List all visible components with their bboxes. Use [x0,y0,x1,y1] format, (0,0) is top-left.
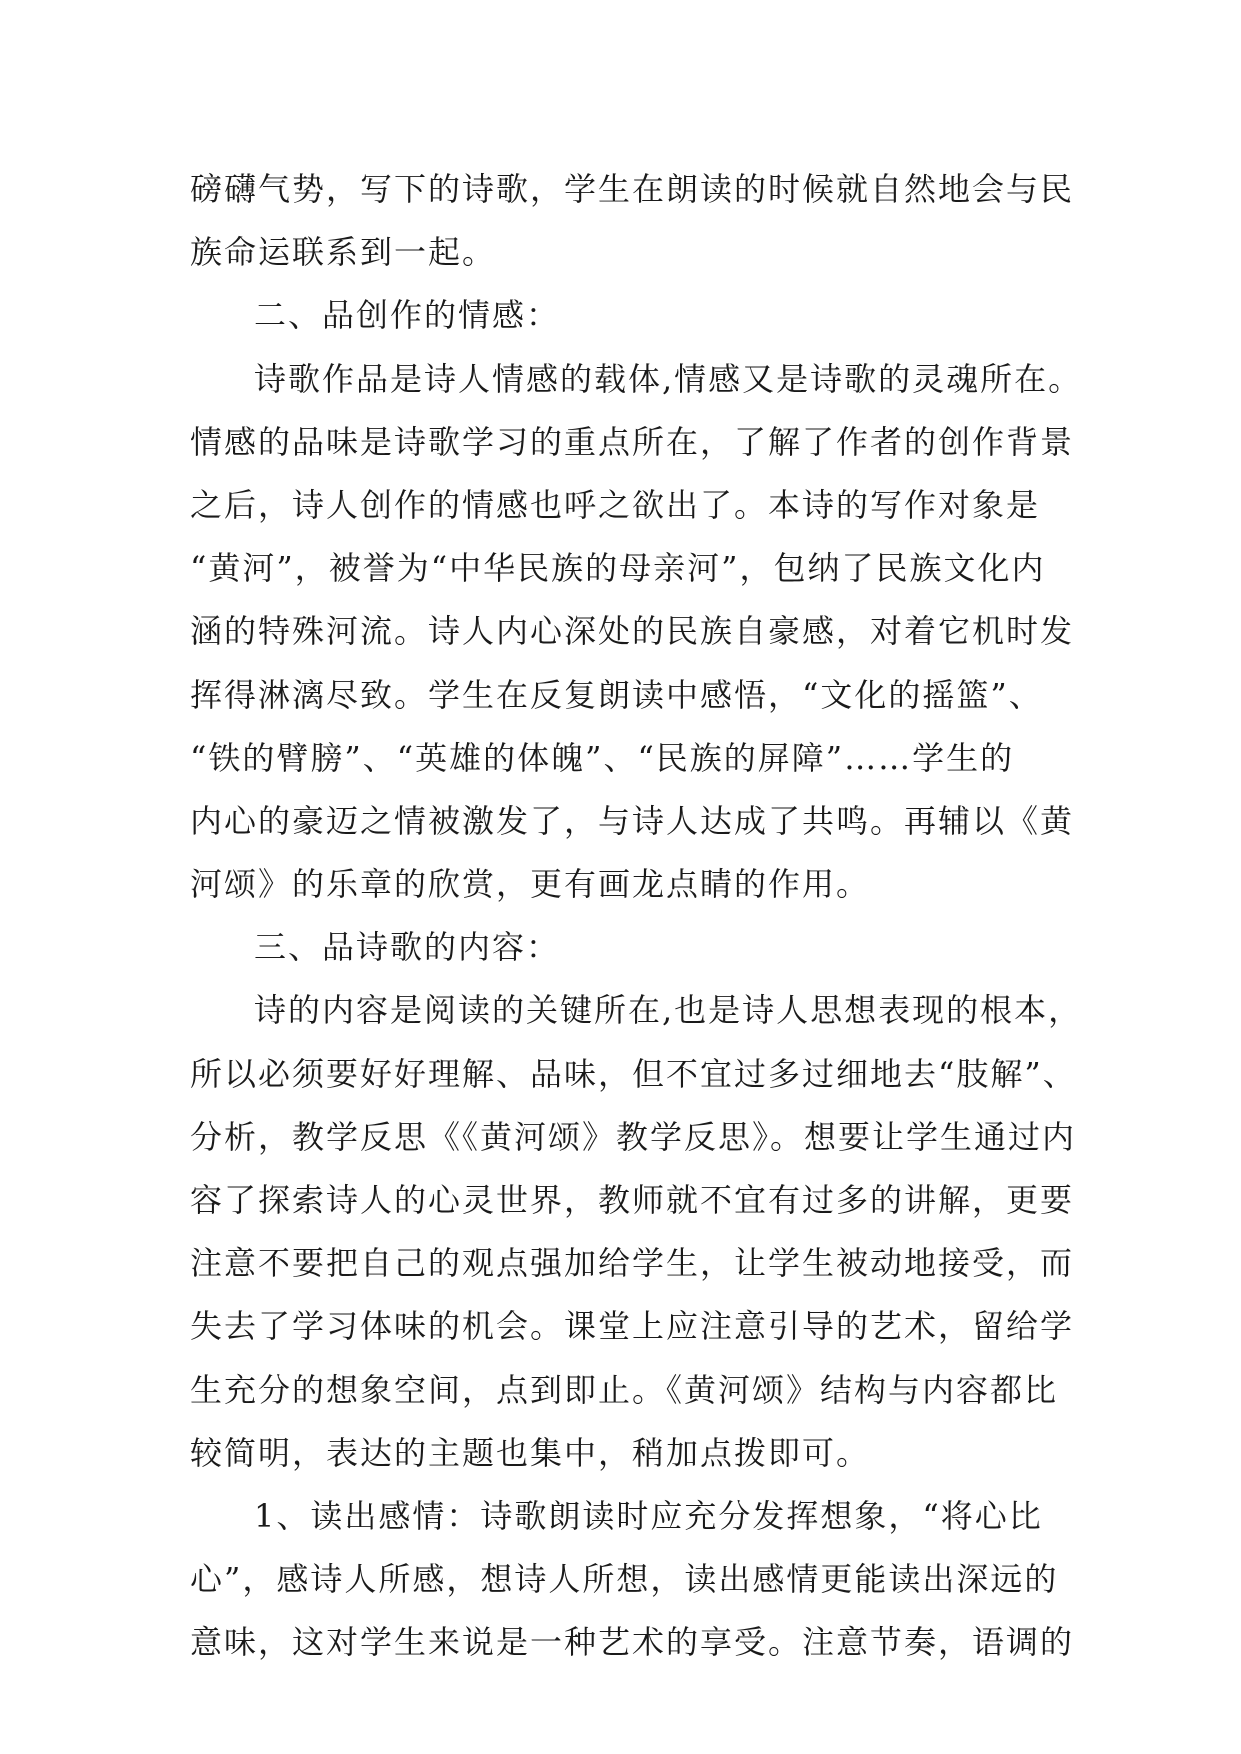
text-line: 之后，诗人创作的情感也呼之欲出了。本诗的写作对象是 [190,485,1041,524]
text-line: 失去了学习体味的机会。课堂上应注意引导的艺术，留给学 [190,1307,1075,1346]
text-line: “铁的臂膀”、“英雄的体魄”、“民族的屏障”……学生的 [190,738,1015,777]
text-line: 诗歌作品是诗人情感的载体,情感又是诗歌的灵魂所在。 [254,359,1083,398]
text-line: 磅礴气势，写下的诗歌，学生在朗读的时候就自然地会与民 [190,170,1075,208]
text-line: 挥得淋漓尽致。学生在反复朗读中感悟，“文化的摇篮”、 [190,675,1043,714]
text-line: 意味，这对学生来说是一种艺术的享受。注意节奏，语调的 [190,1623,1075,1662]
text-line: 内心的豪迈之情被激发了，与诗人达成了共鸣。再辅以《黄 [190,801,1075,840]
text-line: 涵的特殊河流。诗人内心深处的民族自豪感，对着它机时发 [190,612,1075,651]
text-line: 心”，感诗人所感，想诗人所想，读出感情更能读出深远的 [190,1560,1059,1599]
text-line: 较简明，表达的主题也集中，稍加点拨即可。 [190,1433,871,1472]
text-line: “黄河”，被誉为“中华民族的母亲河”，包纳了民族文化内 [190,549,1046,588]
list-item: 1、读出感情：诗歌朗读时应充分发挥想象，“将心比 [254,1496,1043,1535]
section-heading: 三、品诗歌的内容： [254,928,561,967]
text-line: 族命运联系到一起。 [190,233,497,272]
text-line: 注意不要把自己的观点强加给学生，让学生被动地接受，而 [190,1244,1075,1283]
text-line: 诗的内容是阅读的关键所在,也是诗人思想表现的根本， [254,991,1083,1030]
text-line: 情感的品味是诗歌学习的重点所在，了解了作者的创作背景 [190,422,1075,461]
body-text [190,158,1083,1675]
text-line: 河颂》的乐章的欣赏，更有画龙点睛的作用。 [190,865,871,904]
text-line: 容了探索诗人的心灵世界，教师就不宜有过多的讲解，更要 [190,1181,1075,1219]
section-heading: 二、品创作的情感： [254,296,561,335]
text-line: 所以必须要好好理解、品味，但不宜过多过细地去“肢解”、 [190,1054,1077,1093]
text-line: 分析，教学反思《《黄河颂》教学反思》。想要让学生通过内 [190,1117,1077,1156]
text-line: 生充分的想象空间，点到即止。《黄河颂》结构与内容都比 [190,1370,1059,1409]
